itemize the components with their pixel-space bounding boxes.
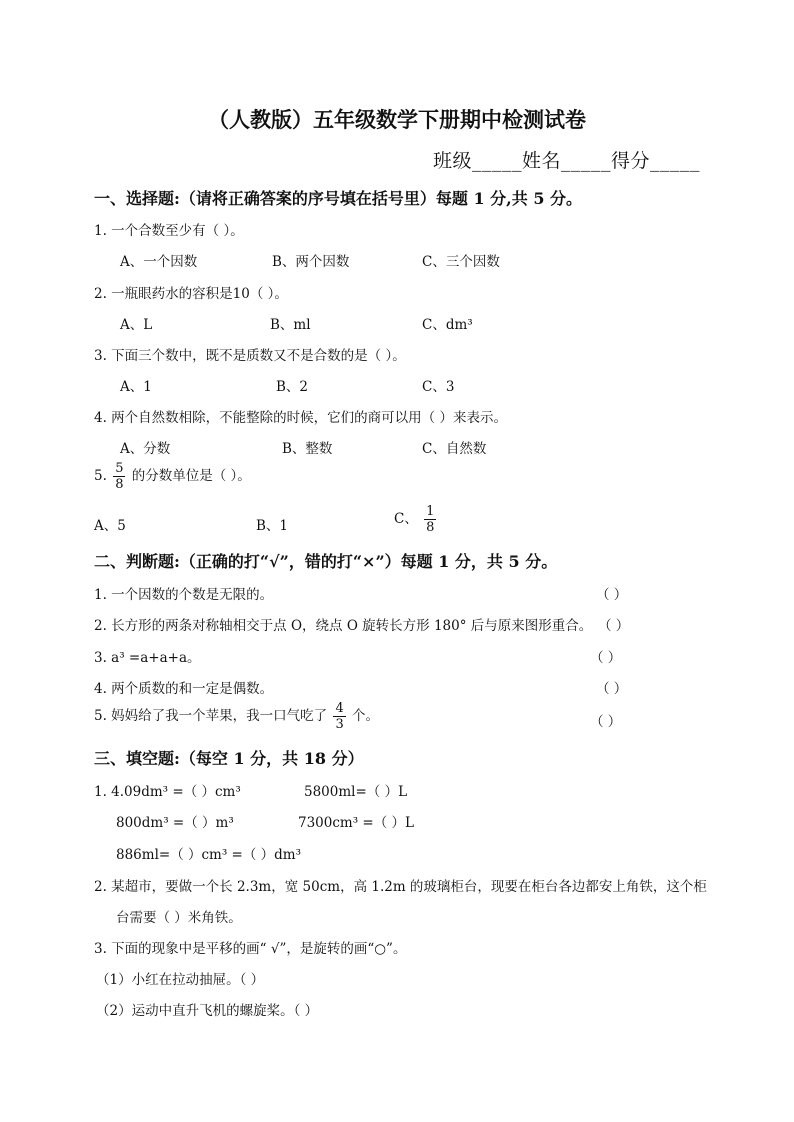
s2-q5 (94, 702, 379, 731)
s2-q5-text-after: 个。 (352, 708, 380, 724)
s3-q3-item-1: （1）小红在拉动抽屉。（ ） (96, 972, 265, 988)
page-title: （人教版）五年级数学下册期中检测试卷 (208, 107, 586, 132)
s1-q5-option-a: A、5 (94, 518, 126, 534)
s2-q1-answer-paren[interactable]: （ ） (596, 587, 628, 603)
s2-q2-answer-paren[interactable]: （ ） (598, 618, 630, 634)
s1-q2-option-b: B、ml (270, 317, 311, 333)
s1-q1-stem: 1. 一个合数至少有（ ）。 (94, 223, 244, 239)
s1-q2-option-a: A、L (120, 317, 153, 333)
section2-heading: 二、判断题:（正确的打“√”，错的打“×”）每题 1 分，共 5 分。 (94, 552, 558, 571)
section3-heading: 三、填空题:（每空 1 分，共 18 分） (94, 749, 364, 768)
s2-q5-fraction (333, 702, 345, 731)
s1-q4-option-b: B、整数 (282, 441, 333, 457)
s1-q5-stem (94, 462, 251, 491)
s2-q1: 1. 一个因数的个数是无限的。 (94, 587, 274, 603)
s1-q2-stem: 2. 一瓶眼药水的容积是10（ ）。 (94, 286, 288, 302)
s2-q3-answer-paren[interactable]: （ ） (590, 650, 622, 666)
s2-q4-answer-paren[interactable]: （ ） (596, 681, 628, 697)
s3-q1-item-a: 1. 4.09dm³ =（ ）cm³ (94, 784, 241, 800)
section1-heading: 一、选择题:（请将正确答案的序号填在括号里）每题 1 分,共 5 分。 (94, 189, 583, 208)
s1-q5-option-c-prefix: C、 (394, 511, 418, 527)
s1-q5-stem-rest: 的分数单位是（ ）。 (131, 468, 251, 484)
s3-q1-item-b: 5800ml=（ ）L (304, 784, 408, 800)
s2-q3: 3. a³ =a+a+a。 (94, 650, 201, 666)
s3-q3-stem: 3. 下面的现象中是平移的画“ √”，是旋转的画“○”。 (94, 941, 407, 957)
s3-q2-line1: 2. 某超市，要做一个长 2.3m，宽 50cm，高 1.2m 的玻璃柜台，现要在柜台各边都安上角铁，这个柜 (94, 879, 707, 895)
s1-q5-option-c-fraction (424, 505, 436, 534)
s1-q4-option-a: A、分数 (120, 441, 171, 457)
s1-q5-number: 5. (94, 468, 107, 484)
s2-q5-fraction-numerator: 4 (335, 701, 344, 716)
s2-q5-fraction-denominator: 3 (335, 717, 344, 732)
s1-q3-option-a: A、1 (120, 379, 152, 395)
s2-q2: 2. 长方形的两条对称轴相交于点 O，绕点 O 旋转长方形 180° 后与原来图形重合。 (94, 618, 593, 634)
s1-q5-option-c-numerator: 1 (426, 504, 435, 519)
s2-q5-answer-paren[interactable]: （ ） (590, 714, 622, 730)
s1-q1-option-b: B、两个因数 (272, 254, 350, 270)
s1-q1-option-c: C、三个因数 (422, 254, 500, 270)
s3-q3-item-2: （2）运动中直升飞机的螺旋桨。（ ） (96, 1003, 319, 1019)
s3-q2-line2: 台需要（ ）米角铁。 (116, 910, 242, 926)
s1-q3-option-b: B、2 (276, 379, 309, 395)
s3-q1-item-c: 800dm³ =（ ）m³ (116, 815, 234, 831)
s2-q5-text-before: 5. 妈妈给了我一个苹果，我一口气吃了 (94, 708, 328, 724)
s1-q4-option-c: C、自然数 (422, 441, 487, 457)
s1-q5-option-c-denominator: 8 (426, 520, 435, 535)
s1-q1-option-a: A、一个因数 (120, 254, 198, 270)
s1-q5-fraction (113, 462, 125, 491)
s1-q5-option-b: B、1 (256, 518, 289, 534)
s1-q5-fraction-numerator: 5 (115, 461, 124, 476)
s1-q5-option-c (394, 505, 438, 534)
s3-q1-item-d: 7300cm³ =（ ）L (298, 815, 414, 831)
s1-q4-stem: 4. 两个自然数相除，不能整除的时候，它们的商可以用（ ）来表示。 (94, 410, 507, 426)
s1-q3-stem: 3. 下面三个数中，既不是质数又不是合数的是（ ）。 (94, 348, 406, 364)
s1-q5-fraction-denominator: 8 (115, 477, 124, 492)
student-info-line: 班级_____姓名_____得分_____ (432, 150, 700, 172)
s3-q1-item-e: 886ml=（ ）cm³ =（ ）dm³ (116, 847, 302, 863)
s1-q3-option-c: C、3 (422, 379, 455, 395)
s2-q4: 4. 两个质数的和一定是偶数。 (94, 681, 274, 697)
s1-q2-option-c: C、dm³ (422, 317, 473, 333)
